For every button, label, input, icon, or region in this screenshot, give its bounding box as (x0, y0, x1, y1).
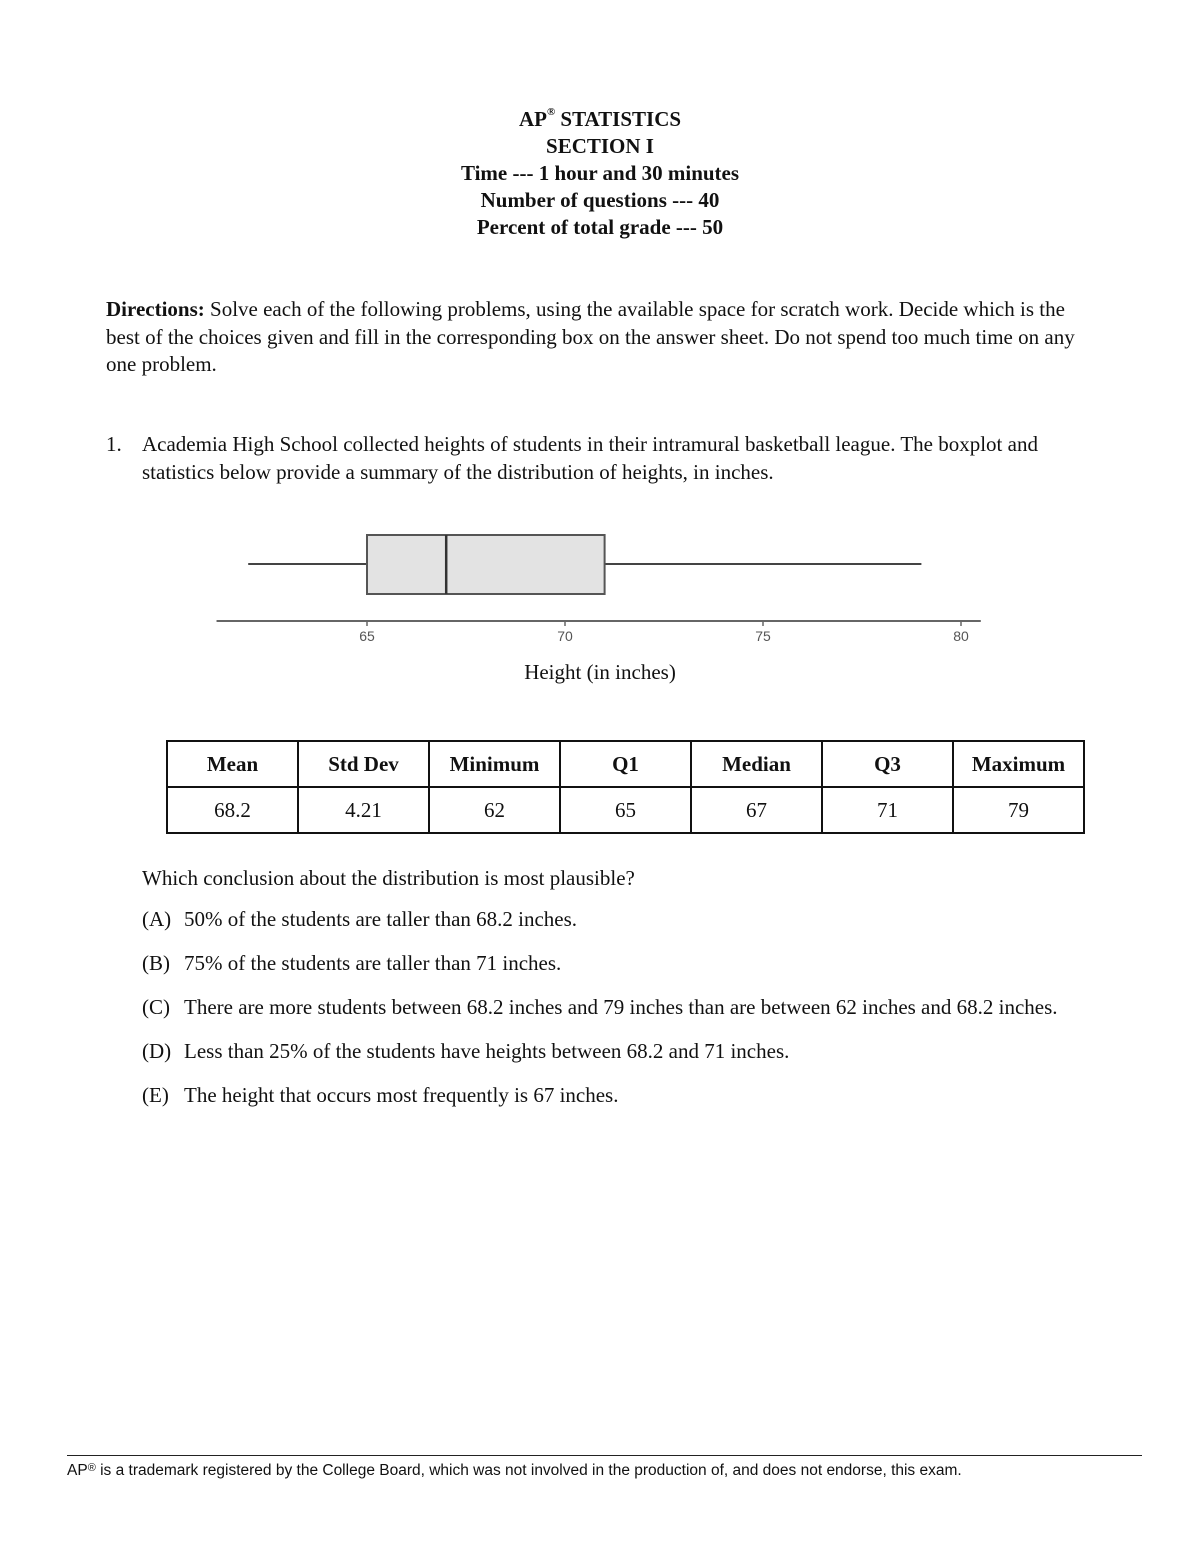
header-cell: Q3 (822, 741, 953, 787)
header-cell: Minimum (429, 741, 560, 787)
choice-letter: (D) (142, 1039, 172, 1063)
iqr-box (367, 535, 605, 594)
x-tick-label: 80 (953, 628, 969, 644)
footer-note: AP® is a trademark registered by the College Board, which was not involved in the production of, and does not endorse, this exam. (67, 1462, 962, 1479)
choice-text: 75% of the students are taller than 71 inches. (184, 951, 562, 975)
choice-e[interactable] (142, 1080, 1102, 1110)
value-cell: 62 (429, 787, 560, 833)
boxplot-chart (0, 0, 1200, 660)
footer-divider (67, 1455, 1142, 1456)
choice-letter: (C) (142, 995, 170, 1019)
time-label: Time --- 1 hour and 30 minutes (460, 161, 740, 185)
x-tick-label: 65 (359, 628, 375, 644)
header-cell: Std Dev (298, 741, 429, 787)
choice-text: The height that occurs most frequently is 67 inches. (184, 1083, 619, 1107)
exam-title: AP® STATISTICS (518, 106, 682, 131)
value-cell: 79 (953, 787, 1084, 833)
choice-text: Less than 25% of the students have heights between 68.2 and 71 inches. (184, 1039, 790, 1063)
answer-choices (142, 904, 1102, 1124)
header-cell: Mean (167, 741, 298, 787)
choice-b[interactable] (142, 948, 1102, 978)
statistics-table (166, 740, 1085, 834)
header-cell: Median (691, 741, 822, 787)
choice-d[interactable] (142, 1036, 1102, 1066)
choice-text: 50% of the students are taller than 68.2 inches. (184, 907, 578, 931)
value-cell: 71 (822, 787, 953, 833)
value-cell: 65 (560, 787, 691, 833)
choice-c[interactable] (142, 992, 1102, 1022)
header-cell: Q1 (560, 741, 691, 787)
question-prompt: Which conclusion about the distribution is most plausible? (142, 866, 635, 890)
directions-label: Directions: (106, 297, 205, 321)
percent-grade: Percent of total grade --- 50 (476, 215, 724, 239)
choice-letter: (B) (142, 951, 170, 975)
value-cell: 68.2 (167, 787, 298, 833)
x-tick-label: 75 (755, 628, 771, 644)
header-cell: Maximum (953, 741, 1084, 787)
value-cell: 4.21 (298, 787, 429, 833)
value-cell: 67 (691, 787, 822, 833)
question-number: 1. (106, 432, 122, 456)
question-text: Academia High School collected heights of students in their intramural basketball league. The boxplot and statistics below provide a summary of the distribution of heights, in inches. (142, 432, 1038, 484)
choice-a[interactable] (142, 904, 1102, 934)
directions-text: Solve each of the following problems, using the available space for scratch work. Decide which is the best of the choices given and fill in the corresponding box on the answer sheet. Do not spend too much time on any one problem. (106, 297, 1075, 376)
section-label: SECTION I (546, 134, 654, 158)
choice-letter: (E) (142, 1083, 169, 1107)
table-header-row (167, 741, 1084, 787)
table-row (167, 787, 1084, 833)
axis-title: Height (in inches) (524, 660, 676, 684)
questions-count: Number of questions --- 40 (480, 188, 720, 212)
x-tick-label: 70 (557, 628, 573, 644)
choice-text: There are more students between 68.2 inches and 79 inches than are between 62 inches and 68.2 inches. (184, 995, 1058, 1019)
choice-letter: (A) (142, 907, 172, 931)
